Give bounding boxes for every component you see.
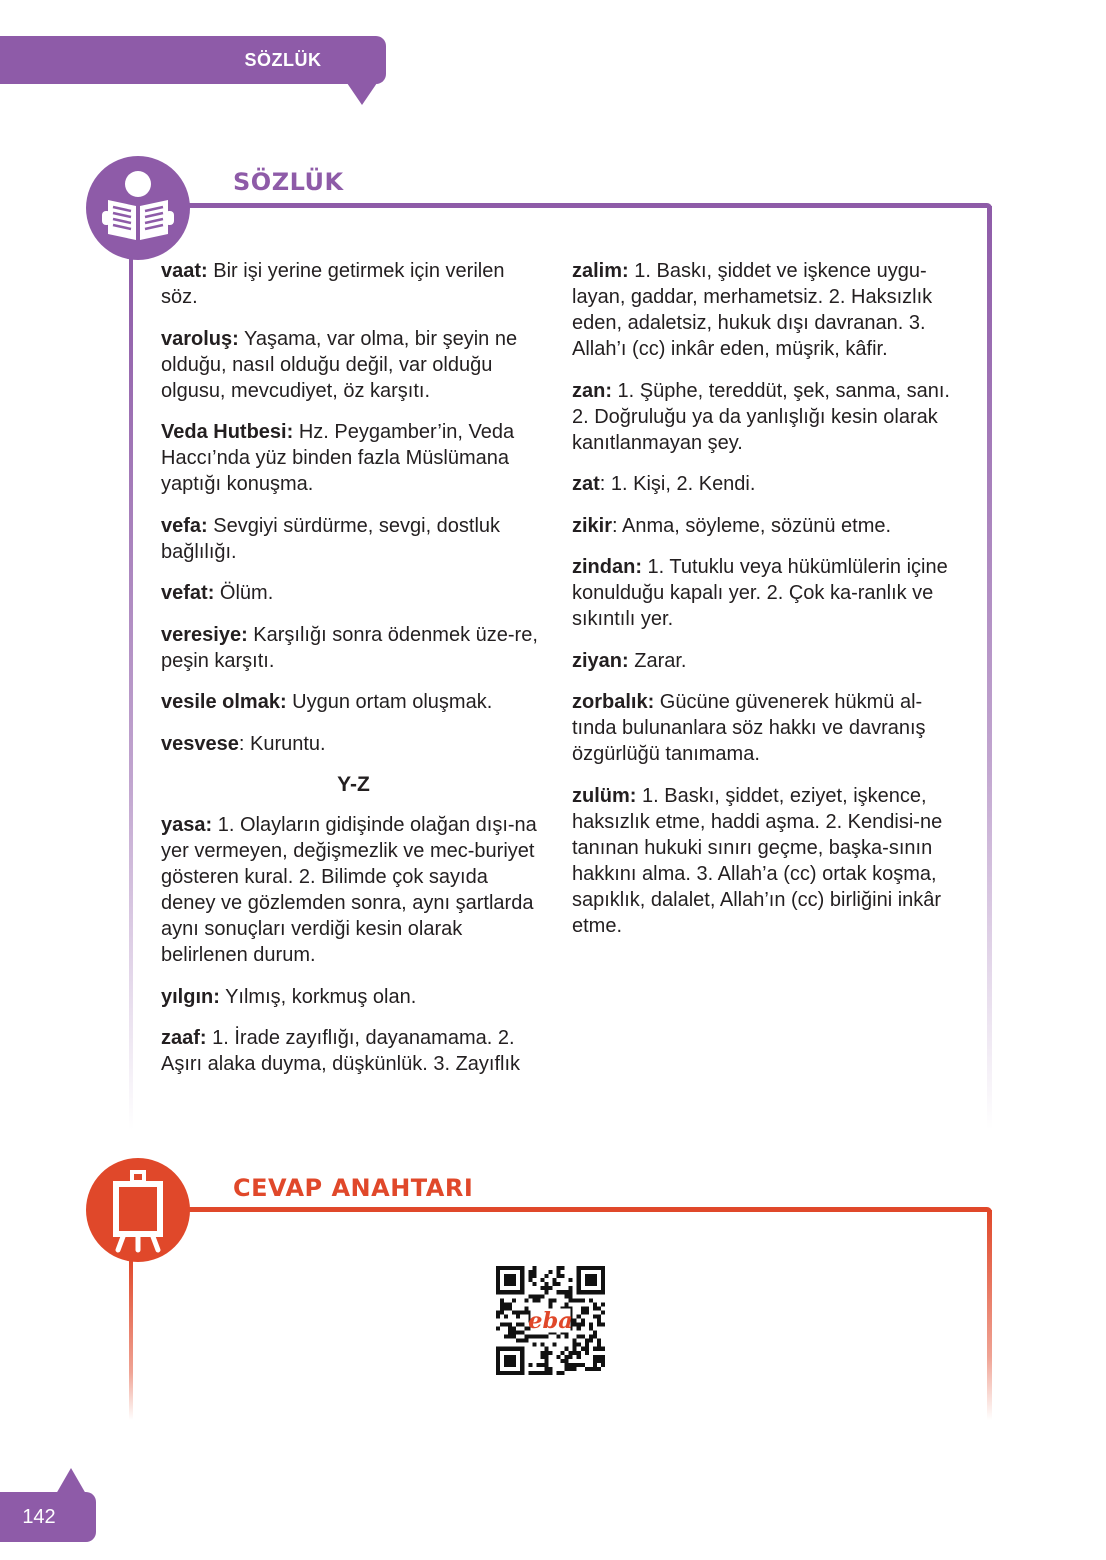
- qr-module: [577, 1327, 581, 1331]
- qr-module: [557, 1371, 561, 1375]
- qr-module: [581, 1318, 585, 1322]
- qr-module: [524, 1298, 528, 1302]
- entry-definition: Sevgiyi sürdürme, sevgi, dostluk bağlılığı.: [161, 514, 501, 563]
- qr-module: [544, 1274, 548, 1278]
- qr-module: [561, 1274, 565, 1278]
- qr-module: [516, 1310, 520, 1314]
- qr-module: [569, 1278, 573, 1282]
- qr-module: [528, 1274, 532, 1278]
- qr-module: [516, 1339, 520, 1343]
- qr-module: [508, 1306, 512, 1310]
- qr-module: [577, 1343, 581, 1347]
- entry-term: zikir: [572, 514, 613, 537]
- qr-module: [548, 1286, 552, 1290]
- qr-module: [544, 1282, 548, 1286]
- entry-term: yasa:: [161, 814, 213, 836]
- qr-module: [573, 1339, 577, 1343]
- qr-module: [532, 1282, 536, 1286]
- qr-module: [585, 1306, 589, 1310]
- dictionary-entry: [161, 622, 546, 674]
- qr-module: [528, 1335, 532, 1339]
- qr-module: [544, 1351, 548, 1355]
- entry-definition: Yaşama, var olma, bir şeyin ne olduğu, nasıl olduğu değil, var olduğu olgusu, mevcudiyet, öz karşıtı.: [161, 327, 518, 402]
- qr-module: [585, 1351, 589, 1355]
- qr-module: [577, 1335, 581, 1339]
- qr-module: [508, 1302, 512, 1306]
- qr-module: [581, 1335, 585, 1339]
- qr-module: [544, 1335, 548, 1339]
- qr-module: [593, 1306, 597, 1310]
- dictionary-frame-top: [170, 203, 992, 208]
- qr-module: [532, 1371, 536, 1375]
- qr-module: [540, 1278, 544, 1282]
- entry-definition: 1. Tutuklu veya hükümlülerin içine konulduğu kapalı yer. 2. Çok ka-ranlık ve sıkıntılı yer.: [572, 556, 948, 630]
- qr-module: [573, 1363, 577, 1367]
- qr-module: [528, 1270, 532, 1274]
- qr-module: [597, 1323, 601, 1327]
- entry-term: varoluş:: [161, 327, 239, 350]
- dictionary-entry: [161, 689, 546, 715]
- qr-module: [573, 1367, 577, 1371]
- qr-module: [553, 1282, 557, 1286]
- qr-module: [544, 1286, 548, 1290]
- entry-definition: Bir işi yerine getirmek için verilen söz.: [161, 260, 505, 308]
- qr-module: [512, 1298, 516, 1302]
- qr-module: [565, 1359, 569, 1363]
- qr-module: [597, 1355, 601, 1359]
- qr-module: [516, 1314, 520, 1318]
- qr-module: [516, 1323, 520, 1327]
- qr-module: [508, 1335, 512, 1339]
- qr-module: [500, 1298, 504, 1302]
- page-tab-pointer: [56, 1468, 86, 1494]
- qr-module: [569, 1294, 573, 1298]
- dictionary-entry: [572, 378, 962, 456]
- dictionary-entry: [161, 731, 546, 757]
- qr-module: [528, 1278, 532, 1282]
- qr-module: [577, 1314, 581, 1318]
- qr-module: [597, 1318, 601, 1322]
- qr-module: [557, 1355, 561, 1359]
- qr-module: [548, 1367, 552, 1371]
- qr-module: [532, 1274, 536, 1278]
- qr-module: [544, 1355, 548, 1359]
- dictionary-entry: [572, 513, 962, 539]
- qr-code-icon[interactable]: [492, 1262, 609, 1379]
- qr-module: [593, 1359, 597, 1363]
- qr-module: [540, 1343, 544, 1347]
- qr-module: [508, 1331, 512, 1335]
- qr-module: [565, 1347, 569, 1351]
- entry-term: vaat:: [161, 260, 208, 282]
- qr-module: [520, 1310, 524, 1314]
- qr-module: [544, 1367, 548, 1371]
- qr-module: [504, 1306, 508, 1310]
- dictionary-entry: [161, 419, 546, 497]
- qr-module: [577, 1363, 581, 1367]
- qr-module: [548, 1371, 552, 1375]
- qr-module: [569, 1298, 573, 1302]
- qr-module: [561, 1371, 565, 1375]
- qr-module: [548, 1270, 552, 1274]
- qr-module: [536, 1294, 540, 1298]
- entry-definition: 1. İrade zayıflığı, dayanamama. 2. Aşırı alaka duyma, düşkünlük. 3. Zayıflık: [161, 1027, 521, 1075]
- qr-module: [496, 1314, 500, 1318]
- entry-definition: Hz. Peygamber’in, Veda Haccı’nda yüz binden fazla Müslümana yaptığı konuşma.: [161, 421, 515, 495]
- qr-module: [544, 1347, 548, 1351]
- letter-heading: Y-Z: [337, 773, 370, 796]
- qr-module: [540, 1335, 544, 1339]
- entry-definition: Uygun ortam oluşmak.: [286, 691, 493, 713]
- dictionary-entry: [161, 1025, 546, 1077]
- qr-module: [544, 1359, 548, 1363]
- qr-module: [593, 1347, 597, 1351]
- qr-module: [504, 1302, 508, 1306]
- entry-term: zat: [572, 473, 600, 495]
- qr-module: [581, 1363, 585, 1367]
- entry-definition: Zarar.: [628, 649, 687, 672]
- qr-module: [557, 1274, 561, 1278]
- qr-module: [593, 1331, 597, 1335]
- qr-module: [540, 1294, 544, 1298]
- qr-module: [528, 1294, 532, 1298]
- entry-term: Veda Hutbesi:: [161, 421, 294, 443]
- qr-module: [536, 1363, 540, 1367]
- qr-module: [593, 1302, 597, 1306]
- entry-term: vefa:: [161, 514, 208, 537]
- qr-module: [565, 1363, 569, 1367]
- dictionary-entry: [161, 258, 546, 310]
- answer-key-title: CEVAP ANAHTARI: [233, 1174, 474, 1202]
- qr-module: [577, 1298, 581, 1302]
- qr-module: [544, 1371, 548, 1375]
- dictionary-title: SÖZLÜK: [233, 168, 344, 196]
- qr-module: [540, 1363, 544, 1367]
- qr-module: [601, 1363, 605, 1367]
- entry-definition: Karşılığı sonra ödenmek üze-re, peşin karşıtı.: [161, 623, 538, 672]
- qr-module: [573, 1298, 577, 1302]
- qr-module: [512, 1335, 516, 1339]
- qr-module: [557, 1282, 561, 1286]
- qr-module: [553, 1278, 557, 1282]
- qr-module: [532, 1298, 536, 1302]
- entry-term: ziyan:: [572, 649, 629, 672]
- entry-term: vesile olmak:: [161, 691, 287, 713]
- answer-key-frame-top: [170, 1207, 992, 1212]
- qr-logo: eba: [528, 1307, 573, 1334]
- entry-definition: 1. Olayların gidişinde olağan dışı-na yer vermeyen, değişmezlik ve mec-buriyet gösteren kural. 2. Bilimde çok sayıda deney ve gözlemden sonra, aynı şartlarda aynı sonuçları verdiği kesin olarak belirlenen durum.: [161, 814, 537, 966]
- qr-module: [573, 1318, 577, 1322]
- qr-module: [500, 1306, 504, 1310]
- entry-term: veresiye:: [161, 623, 248, 646]
- dictionary-entry: [572, 648, 962, 674]
- qr-module: [597, 1347, 601, 1351]
- dictionary-entry: [161, 984, 546, 1010]
- qr-module: [508, 1323, 512, 1327]
- qr-module: [561, 1266, 565, 1270]
- qr-module: [557, 1266, 561, 1270]
- qr-module: [569, 1286, 573, 1290]
- qr-module: [565, 1355, 569, 1359]
- entry-term: zaaf:: [161, 1027, 207, 1049]
- qr-module: [581, 1310, 585, 1314]
- header-tab: [0, 36, 386, 84]
- qr-module: [557, 1290, 561, 1294]
- qr-module: [508, 1327, 512, 1331]
- entry-term: vesvese: [161, 732, 239, 755]
- qr-module: [581, 1347, 585, 1351]
- entry-definition: 1. Şüphe, tereddüt, şek, sanma, sanı. 2. Doğruluğu ya da yanlışlığı kesin olarak kanıtlanmayan şey.: [572, 379, 950, 454]
- qr-module: [585, 1310, 589, 1314]
- qr-module: [581, 1323, 585, 1327]
- qr-module: [597, 1343, 601, 1347]
- qr-module: [504, 1335, 508, 1339]
- qr-module: [548, 1298, 552, 1302]
- qr-module: [601, 1310, 605, 1314]
- qr-module: [573, 1323, 577, 1327]
- qr-module: [589, 1323, 593, 1327]
- qr-module: [540, 1371, 544, 1375]
- qr-module: [512, 1331, 516, 1335]
- qr-module: [528, 1363, 532, 1367]
- entry-term: zulüm:: [572, 784, 637, 807]
- qr-module: [536, 1335, 540, 1339]
- qr-module: [577, 1323, 581, 1327]
- qr-module: [589, 1367, 593, 1371]
- qr-module: [561, 1359, 565, 1363]
- qr-module: [532, 1294, 536, 1298]
- qr-module: [520, 1323, 524, 1327]
- qr-module: [524, 1335, 528, 1339]
- qr-module: [540, 1286, 544, 1290]
- dictionary-entry: [572, 689, 962, 767]
- dictionary-entry: [572, 554, 962, 632]
- qr-module: [561, 1351, 565, 1355]
- dictionary-entry: [161, 812, 546, 968]
- qr-module: [512, 1327, 516, 1331]
- qr-module: [589, 1335, 593, 1339]
- qr-module: [565, 1367, 569, 1371]
- qr-module: [569, 1351, 573, 1355]
- qr-module: [557, 1270, 561, 1274]
- qr-module: [540, 1355, 544, 1359]
- qr-module: [585, 1343, 589, 1347]
- qr-module: [544, 1363, 548, 1367]
- qr-module: [581, 1306, 585, 1310]
- qr-module: [593, 1367, 597, 1371]
- qr-module: [597, 1359, 601, 1363]
- qr-module: [548, 1351, 552, 1355]
- qr-module: [593, 1363, 597, 1367]
- entry-definition: Yılmış, korkmuş olan.: [219, 985, 417, 1008]
- qr-module: [561, 1290, 565, 1294]
- qr-module: [577, 1351, 581, 1355]
- qr-module: [601, 1323, 605, 1327]
- qr-module: [532, 1343, 536, 1347]
- qr-module: [573, 1347, 577, 1351]
- qr-module: [585, 1339, 589, 1343]
- qr-module: [524, 1339, 528, 1343]
- entry-definition: Gücüne güvenerek hükmü al-tında bulunanlara söz hakkı ve davranış özgürlüğü tanımama.: [572, 691, 926, 765]
- qr-module: [597, 1306, 601, 1310]
- reading-book-icon: [86, 156, 190, 260]
- qr-module: [512, 1310, 516, 1314]
- qr-module: [581, 1298, 585, 1302]
- qr-module: [500, 1302, 504, 1306]
- qr-module: [569, 1290, 573, 1294]
- qr-module: [496, 1310, 500, 1314]
- qr-module: [496, 1327, 500, 1331]
- dictionary-entry: [572, 258, 962, 362]
- qr-module: [504, 1323, 508, 1327]
- qr-module: [601, 1359, 605, 1363]
- qr-module: [532, 1266, 536, 1270]
- qr-module: [597, 1339, 601, 1343]
- qr-module: [553, 1343, 557, 1347]
- dictionary-entry: [161, 326, 546, 404]
- dictionary-entry: [161, 580, 546, 606]
- qr-module: [516, 1331, 520, 1335]
- qr-module: [601, 1355, 605, 1359]
- header-tab-label: SÖZLÜK: [244, 50, 322, 70]
- qr-module: [532, 1270, 536, 1274]
- dictionary-entry: [572, 783, 962, 939]
- qr-module: [565, 1302, 569, 1306]
- entry-term: zalim:: [572, 260, 629, 282]
- qr-module: [577, 1355, 581, 1359]
- dictionary-frame-right: [987, 206, 992, 1130]
- qr-module: [601, 1347, 605, 1351]
- qr-module: [601, 1302, 605, 1306]
- qr-module: [565, 1294, 569, 1298]
- qr-module: [569, 1367, 573, 1371]
- answer-key-frame-left: [129, 1260, 133, 1420]
- qr-module: [500, 1310, 504, 1314]
- answer-key-frame-right: [987, 1210, 992, 1420]
- qr-module: [548, 1302, 552, 1306]
- qr-module: [536, 1298, 540, 1302]
- header-tab-pointer: [347, 83, 377, 105]
- qr-module: [569, 1363, 573, 1367]
- qr-module: [504, 1314, 508, 1318]
- qr-module: [573, 1343, 577, 1347]
- entry-term: zan:: [572, 379, 612, 402]
- qr-module: [565, 1290, 569, 1294]
- entry-definition: 1. Baskı, şiddet ve işkence uygu-layan, gaddar, merhametsiz. 2. Haksızlık eden, adaletsiz, hukuk dışı davranan. 3. Allah’ı (cc) inkâr eden, müşrik, kâfir.: [572, 260, 933, 360]
- qr-module: [585, 1347, 589, 1351]
- entry-definition: : Kuruntu.: [238, 732, 326, 755]
- qr-module: [536, 1371, 540, 1375]
- dictionary-left-column: [161, 258, 546, 1093]
- dictionary-entry: [161, 513, 546, 565]
- qr-module: [544, 1290, 548, 1294]
- qr-module: [593, 1355, 597, 1359]
- dictionary-right-column: [572, 258, 962, 954]
- qr-module: [500, 1323, 504, 1327]
- entry-term: zindan:: [572, 556, 642, 578]
- qr-module: [565, 1335, 569, 1339]
- entry-definition: 1. Baskı, şiddet, eziyet, işkence, haksızlık etme, haddi aşma. 2. Kendisi-ne tanınan hukuki sınırı geçme, başka-sının hakkını alma. 3. Allah’a (cc) ortak koşma, sapıklık, dalalet, Allah’ın (cc) birliğini inkâr etme.: [572, 784, 943, 937]
- entry-term: vefat:: [161, 582, 215, 604]
- dictionary-entry: [572, 471, 962, 497]
- qr-module: [540, 1351, 544, 1355]
- qr-module: [589, 1327, 593, 1331]
- page-number: 142: [22, 1506, 56, 1528]
- qr-module: [589, 1339, 593, 1343]
- qr-module: [520, 1331, 524, 1335]
- qr-module: [597, 1314, 601, 1318]
- qr-module: [589, 1298, 593, 1302]
- qr-module: [557, 1335, 561, 1339]
- qr-module: [528, 1371, 532, 1375]
- qr-module: [553, 1298, 557, 1302]
- entry-term: yılgın:: [161, 985, 220, 1008]
- dictionary-frame-left: [129, 258, 133, 1130]
- entry-term: zorbalık:: [572, 691, 655, 713]
- entry-definition: Ölüm.: [214, 582, 274, 604]
- qr-module: [520, 1339, 524, 1343]
- entry-definition: : 1. Kişi, 2. Kendi.: [599, 473, 756, 495]
- qr-module: [573, 1351, 577, 1355]
- entry-definition: : Anma, söyleme, sözünü etme.: [612, 514, 892, 537]
- qr-module: [585, 1367, 589, 1371]
- qr-module: [593, 1335, 597, 1339]
- qr-module: [597, 1367, 601, 1371]
- qr-module: [532, 1335, 536, 1339]
- qr-module: [569, 1355, 573, 1359]
- qr-module: [593, 1314, 597, 1318]
